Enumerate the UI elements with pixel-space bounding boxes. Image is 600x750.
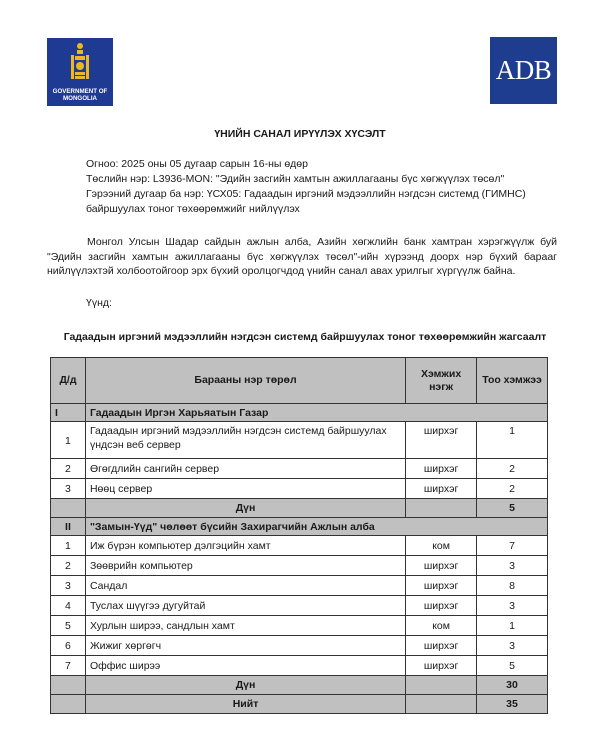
row-qty: 2 xyxy=(477,479,548,499)
row-unit: ширхэг xyxy=(406,556,477,576)
row-qty: 1 xyxy=(477,422,548,459)
row-qty: 7 xyxy=(477,536,548,556)
subtotal-row xyxy=(51,499,548,518)
section-title: "Замын-Үүд" чөлөөт бүсийн Захирагчийн Ажлын алба xyxy=(85,518,547,536)
row-no: 3 xyxy=(51,479,86,499)
row-name: Нөөц сервер xyxy=(85,479,405,499)
header-qty: Тоо хэмжээ xyxy=(477,358,548,404)
table-row xyxy=(51,656,548,676)
row-no: 2 xyxy=(51,459,86,479)
header-name: Барааны нэр төрөл xyxy=(85,358,405,404)
row-unit: ширхэг xyxy=(406,479,477,499)
empty-cell xyxy=(406,676,477,695)
total-label: Нийт xyxy=(85,695,405,714)
table-row xyxy=(51,596,548,616)
table-row xyxy=(51,576,548,596)
table-header-row xyxy=(51,358,548,404)
row-name: Сандал xyxy=(85,576,405,596)
section-no: II xyxy=(51,518,86,536)
equipment-list-title: Гадаадын иргэний мэдээллийн нэгдсэн системд байршуулах тоног төхөөрөмжийн жагсаалт xyxy=(63,331,547,343)
document-title: ҮНИЙН САНАЛ ИРҮҮЛЭХ ХҮСЭЛТ xyxy=(214,128,386,140)
row-qty: 8 xyxy=(477,576,548,596)
table-row xyxy=(51,616,548,636)
table-row xyxy=(51,636,548,656)
row-qty: 3 xyxy=(477,596,548,616)
subtotal-label: Дүн xyxy=(85,676,405,695)
section-row xyxy=(51,518,548,536)
table-row xyxy=(51,459,548,479)
row-name: Туслах шүүгээ дугуйтай xyxy=(85,596,405,616)
row-no: 3 xyxy=(51,576,86,596)
row-name: Жижиг хөргөгч xyxy=(85,636,405,656)
date-line: Огноо: 2025 оны 05 дугаар сарын 16-ны өдөр xyxy=(86,158,308,170)
row-no: 6 xyxy=(51,636,86,656)
government-of-mongolia-logo xyxy=(47,38,113,106)
row-name: Өгөгдлийн сангийн сервер xyxy=(85,459,405,479)
empty-cell xyxy=(406,695,477,714)
row-name: Оффис ширээ xyxy=(85,656,405,676)
row-unit: ком xyxy=(406,536,477,556)
row-unit: ширхэг xyxy=(406,596,477,616)
adb-logo-text: ADB xyxy=(495,55,552,85)
section-no: I xyxy=(51,404,86,422)
row-no: 2 xyxy=(51,556,86,576)
subtotal-value: 5 xyxy=(477,499,548,518)
contract-line: Гэрээний дугаар ба нэр: ҮСХ05: Гадаадын иргэний мэдээллийн нэгдсэн системд (ГИМНС) xyxy=(86,188,526,200)
row-unit: ширхэг xyxy=(406,656,477,676)
row-name: Зөөврийн компьютер xyxy=(85,556,405,576)
row-unit: ком xyxy=(406,616,477,636)
equipment-table xyxy=(50,357,548,714)
row-qty: 2 xyxy=(477,459,548,479)
row-name: Гадаадын иргэний мэдээллийн нэгдсэн системд байршуулах үндсэн веб сервер xyxy=(85,422,405,459)
gov-logo-caption: GOVERNMENT OF MONGOLIA xyxy=(52,88,108,102)
project-line: Төслийн нэр: L3936-MON: "Эдийн засгийн хамтын ажиллагааны бүс хөгжүүлэх төсөл" xyxy=(86,173,505,185)
subtotal-label: Дүн xyxy=(85,499,405,518)
empty-cell xyxy=(51,676,86,695)
row-qty: 3 xyxy=(477,556,548,576)
adb-logo xyxy=(490,37,557,104)
empty-cell xyxy=(51,499,86,518)
contract-line-cont: байршуулах тоног төхөөрөмжийг нийлүүлэх xyxy=(86,203,300,215)
subtotal-row xyxy=(51,676,548,695)
table-row xyxy=(51,536,548,556)
row-unit: ширхэг xyxy=(406,459,477,479)
section-row xyxy=(51,404,548,422)
row-name: Иж бүрэн компьютер дэлгэцийн хамт xyxy=(85,536,405,556)
row-no: 5 xyxy=(51,616,86,636)
section-title: Гадаадын Иргэн Харьяатын Газар xyxy=(85,404,547,422)
row-no: 1 xyxy=(51,422,86,459)
total-row xyxy=(51,695,548,714)
subtotal-value: 30 xyxy=(477,676,548,695)
row-unit: ширхэг xyxy=(406,636,477,656)
row-unit: ширхэг xyxy=(406,576,477,596)
empty-cell xyxy=(51,695,86,714)
row-qty: 1 xyxy=(477,616,548,636)
intro-text: Монгол Улсын Шадар сайдын ажлын алба, Азийн хөгжлийн банк хамтран хэрэгжүүлж буй "Эдийн засгийн хамтын ажиллагааны бүс хөгжүүлэх төсөл"-ийн хүрээнд доорх нэр бүхий барааг нийлүүлэхтэй холбоотойгоор эрх бүхий оролцогчдод үнийн санал авах урилгыг хүргүүлж байна. xyxy=(47,236,557,277)
table-row xyxy=(51,422,548,459)
row-no: 1 xyxy=(51,536,86,556)
row-qty: 5 xyxy=(477,656,548,676)
row-no: 4 xyxy=(51,596,86,616)
header-unit: Хэмжих нэгж xyxy=(406,358,477,404)
to-label: Үүнд: xyxy=(86,297,112,309)
soyombo-emblem-icon xyxy=(70,42,90,82)
empty-cell xyxy=(406,499,477,518)
document-meta xyxy=(86,157,526,217)
table-row xyxy=(51,556,548,576)
row-no: 7 xyxy=(51,656,86,676)
intro-paragraph xyxy=(47,235,557,279)
row-name: Хурлын ширээ, сандлын хамт xyxy=(85,616,405,636)
total-value: 35 xyxy=(477,695,548,714)
table-row xyxy=(51,479,548,499)
row-unit: ширхэг xyxy=(406,422,477,459)
row-qty: 3 xyxy=(477,636,548,656)
header-no: Д/д xyxy=(51,358,86,404)
